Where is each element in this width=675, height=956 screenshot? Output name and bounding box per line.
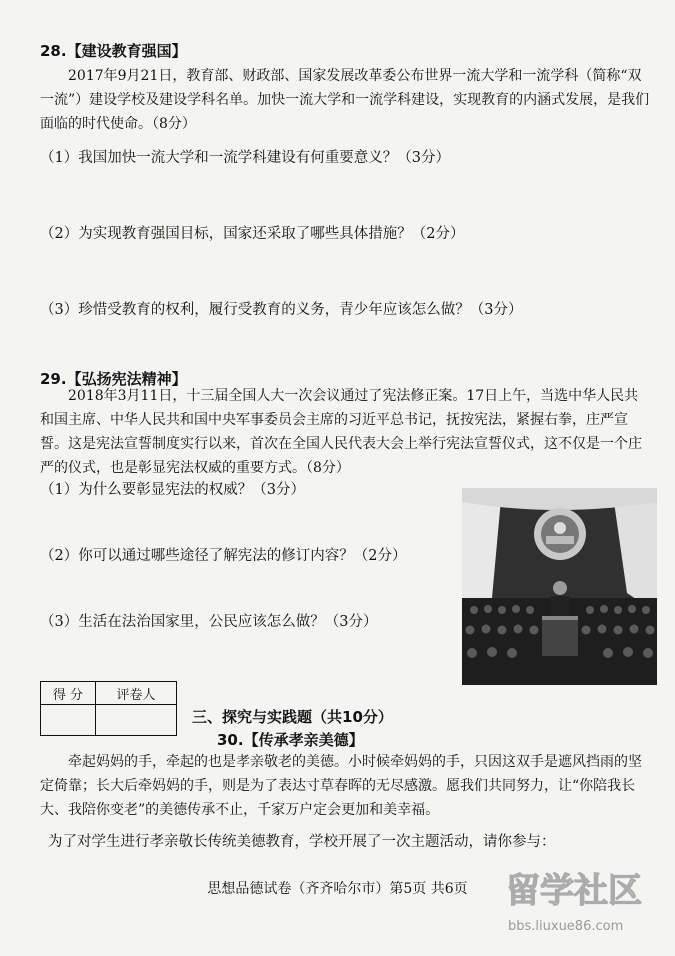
svg-text:bbs.liuxue86.com: bbs.liuxue86.com xyxy=(508,919,624,934)
q29-sub1: （1）为什么要彰显宪法的权威？（3分） xyxy=(40,482,305,498)
grader-cell[interactable] xyxy=(96,705,177,736)
q29-paragraph: 2018年3月11日，十三届全国人大一次会议通过了宪法修正案。17日上午，当选中华人民共和国主席、中华人民共和国中央军事委员会主席的习近平总书记，抚按宪法，紧握右拳，庄严宣誓。这是宪法宣誓制度实行以来，首次在全国人民代表大会上举行宪法宣誓仪式，这不仅是一个庄严的仪式，也是彰显宪法权威的重要方式。（8分） xyxy=(40,388,642,476)
watermark-logo-icon xyxy=(500,862,670,942)
q29-sub2: （2）你可以通过哪些途径了解宪法的修订内容？（2分） xyxy=(40,548,407,564)
q28-sub3: （3）珍惜受教育的权利，履行受教育的义务，青少年应该怎么做？（3分） xyxy=(40,302,523,318)
q28-heading: 28.【建设教育强国】 xyxy=(40,42,187,60)
grader-header: 评卷人 xyxy=(96,682,177,705)
svg-text:留学社区: 留学社区 xyxy=(506,871,642,911)
q29-sub3: （3）生活在法治国家里，公民应该怎么做？（3分） xyxy=(40,614,378,630)
q28-paragraph: 2017年9月21日，教育部、财政部、国家发展改革委公布世界一流大学和一流学科（简称“双一流”）建设学校及建设学科名单。加快一流大学和一流学科建设，实现教育的内涵式发展，是我们面临的时代使命。（8分） xyxy=(40,68,650,132)
q29-heading: 29.【弘扬宪法精神】 xyxy=(40,370,187,388)
q30-heading: 30.【传承孝亲美德】 xyxy=(217,731,364,749)
score-cell[interactable] xyxy=(41,705,96,736)
page-footer: 思想品德试卷（齐齐哈尔市）第5页 共6页 xyxy=(207,881,468,897)
oath-ceremony-illustration xyxy=(462,488,657,685)
q28-sub2: （2）为实现教育强国目标，国家还采取了哪些具体措施？（2分） xyxy=(40,226,465,242)
site-watermark xyxy=(500,862,670,942)
score-header: 得 分 xyxy=(41,682,96,705)
score-table xyxy=(40,681,177,736)
q30-paragraph: 牵起妈妈的手，牵起的也是孝亲敬老的美德。小时候牵妈妈的手，只因这双手是遮风挡雨的坚定倚靠；长大后牵妈妈的手，则是为了表达寸草春晖的无尽感激。愿我们共同努力，让“你陪我长大、我陪你变老”的美德传承不止，千家万户定会更加和美幸福。 xyxy=(40,754,642,818)
q28-sub1: （1）我国加快一流大学和一流学科建设有何重要意义？（3分） xyxy=(40,150,450,166)
oath-ceremony-photo xyxy=(462,488,657,685)
q30-intro: 为了对学生进行孝亲敬长传统美德教育，学校开展了一次主题活动，请你参与： xyxy=(48,834,556,850)
section3-title: 三、探究与实践题（共10分） xyxy=(192,708,393,726)
